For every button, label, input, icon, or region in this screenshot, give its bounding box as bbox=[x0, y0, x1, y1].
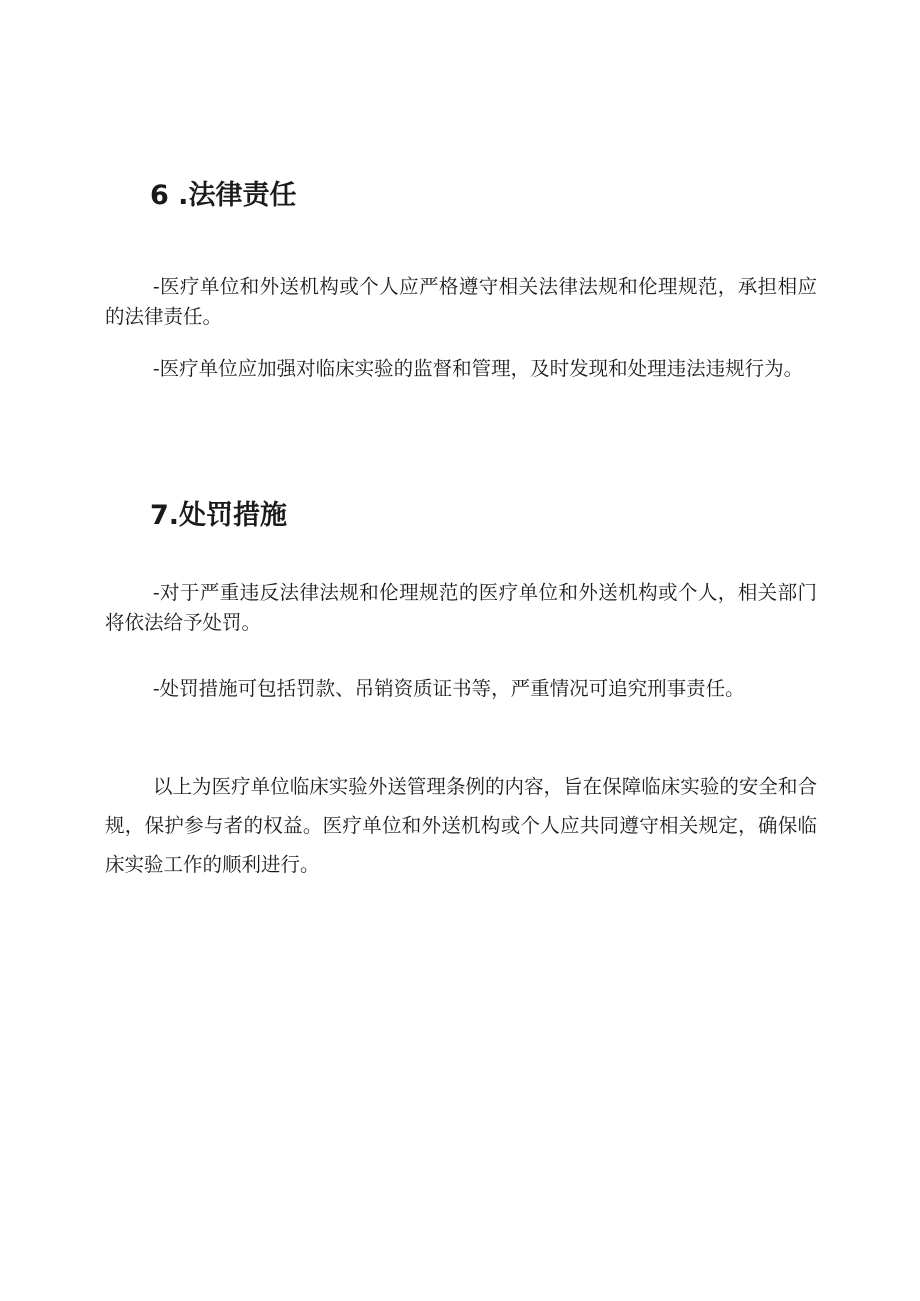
section-6-heading: 6 .法律责任 bbox=[150, 180, 297, 211]
conclusion-paragraph: 以上为医疗单位临床实验外送管理条例的内容，旨在保障临床实验的安全和合规，保护参与者的权益。医疗单位和外送机构或个人应共同遵守相关规定，确保临床实验工作的顺利进行。 bbox=[105, 775, 817, 876]
section-7-item-2: -处罚措施可包括罚款、吊销资质证书等，严重情况可追究刑事责任。 bbox=[153, 677, 745, 700]
section-6-item-1: -医疗单位和外送机构或个人应严格遵守相关法律法规和伦理规范，承担相应的法律责任。 bbox=[105, 275, 817, 328]
section-6-item-2: -医疗单位应加强对临床实验的监督和管理，及时发现和处理违法违规行为。 bbox=[153, 357, 804, 380]
section-7-heading: 7.处罚措施 bbox=[150, 500, 288, 531]
section-7-item-1: -对于严重违反法律法规和伦理规范的医疗单位和外送机构或个人，相关部门将依法给予处罚。 bbox=[105, 581, 817, 634]
